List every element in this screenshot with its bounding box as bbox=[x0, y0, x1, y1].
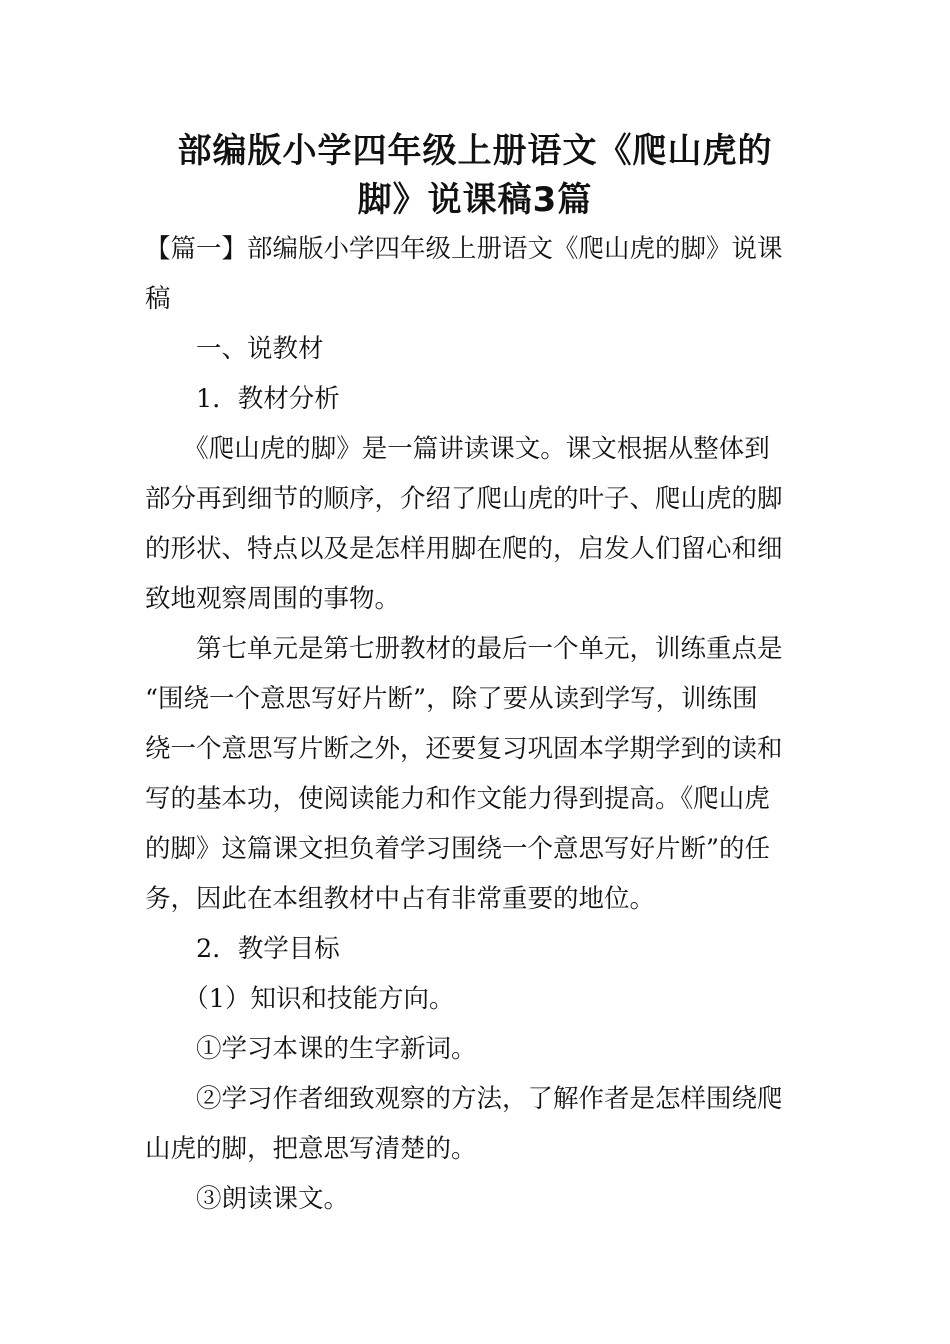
document-title-line-2: 脚》说课稿3篇 bbox=[357, 180, 593, 220]
text-line-7: 的形状、特点以及是怎样用脚在爬的，启发人们留心和细 bbox=[145, 534, 783, 564]
subsection-heading-2: 2．教学目标 bbox=[145, 934, 340, 964]
text-line-12: 写的基本功，使阅读能力和作文能力得到提高。《爬山虎 bbox=[145, 784, 770, 814]
text-line-14: 务，因此在本组教材中占有非常重要的地位。 bbox=[145, 884, 656, 914]
text-line-5: 《爬山虎的脚》是一篇讲读课文。课文根据从整体到 bbox=[145, 434, 770, 464]
text-line-1: 【篇一】部编版小学四年级上册语文《爬山虎的脚》说课 bbox=[145, 234, 783, 264]
text-line-13: 的脚》这篇课文担负着学习围绕一个意思写好片断”的任 bbox=[145, 834, 771, 864]
text-line-20: ③朗读课文。 bbox=[145, 1184, 350, 1214]
subsection-heading-1: 1．教材分析 bbox=[145, 384, 340, 414]
text-line-18: ②学习作者细致观察的方法，了解作者是怎样围绕爬 bbox=[145, 1084, 783, 1114]
text-line-6: 部分再到细节的顺序，介绍了爬山虎的叶子、爬山虎的脚 bbox=[145, 484, 783, 514]
text-line-8: 致地观察周围的事物。 bbox=[145, 584, 401, 614]
text-line-16: （1）知识和技能方向。 bbox=[145, 984, 455, 1014]
text-line-9: 第七单元是第七册教材的最后一个单元，训练重点是 bbox=[145, 634, 783, 664]
section-heading-1: 一、说教材 bbox=[145, 334, 324, 364]
text-line-17: ①学习本课的生字新词。 bbox=[145, 1034, 477, 1064]
text-line-2: 稿 bbox=[145, 284, 171, 314]
text-line-10: “围绕一个意思写好片断”，除了要从读到学写，训练围 bbox=[145, 684, 758, 714]
document-title-line-1: 部编版小学四年级上册语文《爬山虎的 bbox=[177, 131, 773, 171]
text-line-19: 山虎的脚，把意思写清楚的。 bbox=[145, 1134, 477, 1164]
text-line-11: 绕一个意思写片断之外，还要复习巩固本学期学到的读和 bbox=[145, 734, 783, 764]
